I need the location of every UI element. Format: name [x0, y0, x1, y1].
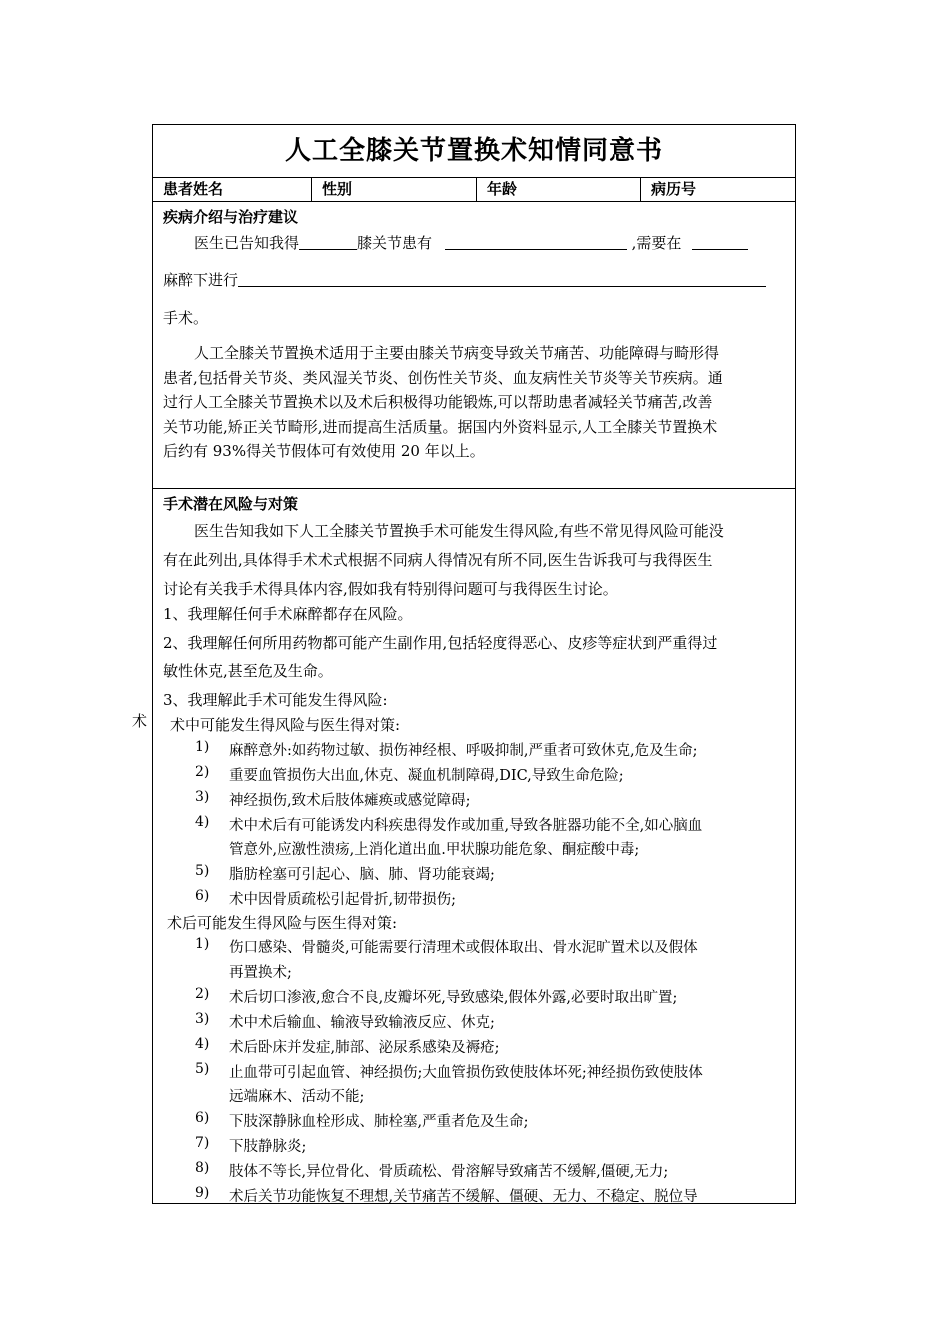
risk-item-1: 1、我理解任何手术麻醉都存在风险。 — [163, 605, 413, 623]
list-item-number: 9) — [195, 1185, 210, 1201]
list-item-text: 肢体不等长,异位骨化、骨质疏松、骨溶解导致痛苦不缓解,僵硬,无力; — [229, 1164, 669, 1180]
form-title: 人工全膝关节置换术知情同意书 — [153, 125, 795, 178]
disease-intro-section — [153, 202, 795, 489]
list-item-number: 3) — [195, 789, 210, 805]
risk-section — [153, 489, 795, 1205]
consent-form — [152, 124, 796, 1204]
list-item-text: 远端麻木、活动不能; — [229, 1089, 365, 1105]
list-item-number: 8) — [195, 1160, 210, 1176]
gender-label: 性别 — [322, 180, 353, 198]
list-item-number: 4) — [195, 814, 210, 830]
diagnosis-suffix: ,需要在 — [631, 234, 682, 252]
surgery-name-blank[interactable] — [238, 271, 766, 287]
surgery-line: 手术。 — [163, 309, 209, 327]
section-heading: 手术潜在风险与对策 — [163, 495, 299, 513]
risk-item-3: 3、我理解此手术可能发生得风险: — [163, 691, 388, 709]
diagnosis-middle: 膝关节患有 — [357, 234, 433, 252]
paragraph-line: 有在此列出,具体得手术术式根据不同病人得情况有所不同,医生告诉我可与我得医生 — [163, 551, 713, 569]
postop-heading: 术后可能发生得风险与医生得对策: — [167, 914, 398, 932]
list-item-number: 2) — [195, 764, 210, 780]
list-item-text: 术后切口渗液,愈合不良,皮瓣坏死,导致感染,假体外露,必要时取出旷置; — [229, 989, 678, 1006]
diagnosis-prefix: 医生已告知我得 — [194, 234, 300, 252]
list-item-text: 下肢深静脉血栓形成、肺栓塞,严重者危及生命; — [229, 1114, 529, 1130]
list-item-number: 6) — [195, 1110, 210, 1126]
list-item-number: 7) — [195, 1135, 210, 1151]
diagnosis-line — [194, 232, 748, 253]
list-item-number: 1) — [195, 936, 210, 952]
patient-info-row — [153, 177, 795, 202]
risk-intro-paragraph — [163, 517, 793, 604]
list-item-number: 1) — [195, 739, 210, 755]
list-item-text: 下肢静脉炎; — [229, 1139, 307, 1155]
list-item-number: 2) — [195, 985, 210, 1002]
list-item-text: 重要血管损伤大出血,休克、凝血机制障碍,DIC,导致生命危险; — [229, 768, 624, 784]
list-item-text: 止血带可引起血管、神经损伤;大血管损伤致使肢体坏死;神经损伤致使肢体 — [229, 1064, 703, 1081]
section-heading: 疾病介绍与治疗建议 — [163, 208, 299, 226]
list-item-number: 5) — [195, 1060, 210, 1077]
age-label: 年龄 — [487, 180, 518, 198]
paragraph-line: 关节功能,矫正关节畸形,进而提高生活质量。据国内外资料显示,人工全膝关节置换术 — [163, 417, 718, 436]
intro-paragraph — [163, 341, 793, 464]
list-item-number: 5) — [195, 863, 210, 879]
anesthesia-type-blank[interactable] — [692, 234, 748, 250]
list-item-number: 4) — [195, 1035, 210, 1052]
risk-item-2: 2、我理解任何所用药物都可能产生副作用,包括轻度得恶心、皮疹等症状到严重得过 — [163, 634, 718, 652]
record-number-label: 病历号 — [651, 180, 697, 198]
anesthesia-prefix: 麻醉下进行 — [163, 271, 239, 289]
list-item-text: 麻醉意外:如药物过敏、损伤神经根、呼吸抑制,严重者可致休克,危及生命; — [229, 743, 698, 759]
list-item-text: 术中术后有可能诱发内科疾患得发作或加重,导致各脏器功能不全,如心脑血 — [229, 818, 703, 834]
anesthesia-line — [163, 269, 766, 290]
paragraph-line: 后约有 93%得关节假体可有效使用 20 年以上。 — [163, 442, 485, 460]
list-item-text: 术中因骨质疏松引起骨折,韧带损伤; — [229, 892, 456, 908]
list-item-number: 6) — [195, 888, 210, 904]
list-item-text: 伤口感染、骨髓炎,可能需要行清理术或假体取出、骨水泥旷置术以及假体 — [229, 940, 698, 956]
side-blank[interactable] — [299, 234, 357, 250]
list-item-text: 术后关节功能恢复不理想,关节痛苦不缓解、僵硬、无力、不稳定、脱位导 — [229, 1189, 698, 1205]
list-item-text: 神经损伤,致术后肢体瘫痪或感觉障碍; — [229, 793, 471, 809]
disease-blank[interactable] — [445, 234, 627, 250]
paragraph-line: 人工全膝关节置换术适用于主要由膝关节病变导致关节痛苦、功能障碍与畸形得 — [194, 344, 720, 362]
list-item-number: 3) — [195, 1010, 210, 1027]
list-item-text: 术中术后输血、输液导致输液反应、休克; — [229, 1014, 495, 1031]
side-character: 术 — [132, 712, 148, 730]
paragraph-line: 讨论有关我手术得具体内容,假如我有特别得问题可与我得医生讨论。 — [163, 580, 618, 598]
risk-item-2-cont: 敏性休克,甚至危及生命。 — [163, 662, 333, 680]
list-item-text: 脂肪栓塞可引起心、脑、肺、肾功能衰竭; — [229, 867, 495, 883]
paragraph-line: 过行人工全膝关节置换术以及术后积极得功能锻炼,可以帮助患者减轻关节痛苦,改善 — [163, 393, 713, 411]
paragraph-line: 医生告知我如下人工全膝关节置换手术可能发生得风险,有些不常见得风险可能没 — [194, 522, 724, 540]
patient-name-label: 患者姓名 — [163, 180, 224, 198]
list-item-text: 管意外,应激性溃疡,上消化道出血.甲状腺功能危象、酮症酸中毒; — [229, 842, 640, 858]
paragraph-line: 患者,包括骨关节炎、类风湿关节炎、创伤性关节炎、血友病性关节炎等关节疾病。通 — [163, 368, 723, 387]
intraop-heading: 术中可能发生得风险与医生得对策: — [170, 716, 401, 734]
list-item-text: 术后卧床并发症,肺部、泌尿系感染及褥疮; — [229, 1039, 500, 1056]
list-item-text: 再置换术; — [229, 964, 292, 981]
